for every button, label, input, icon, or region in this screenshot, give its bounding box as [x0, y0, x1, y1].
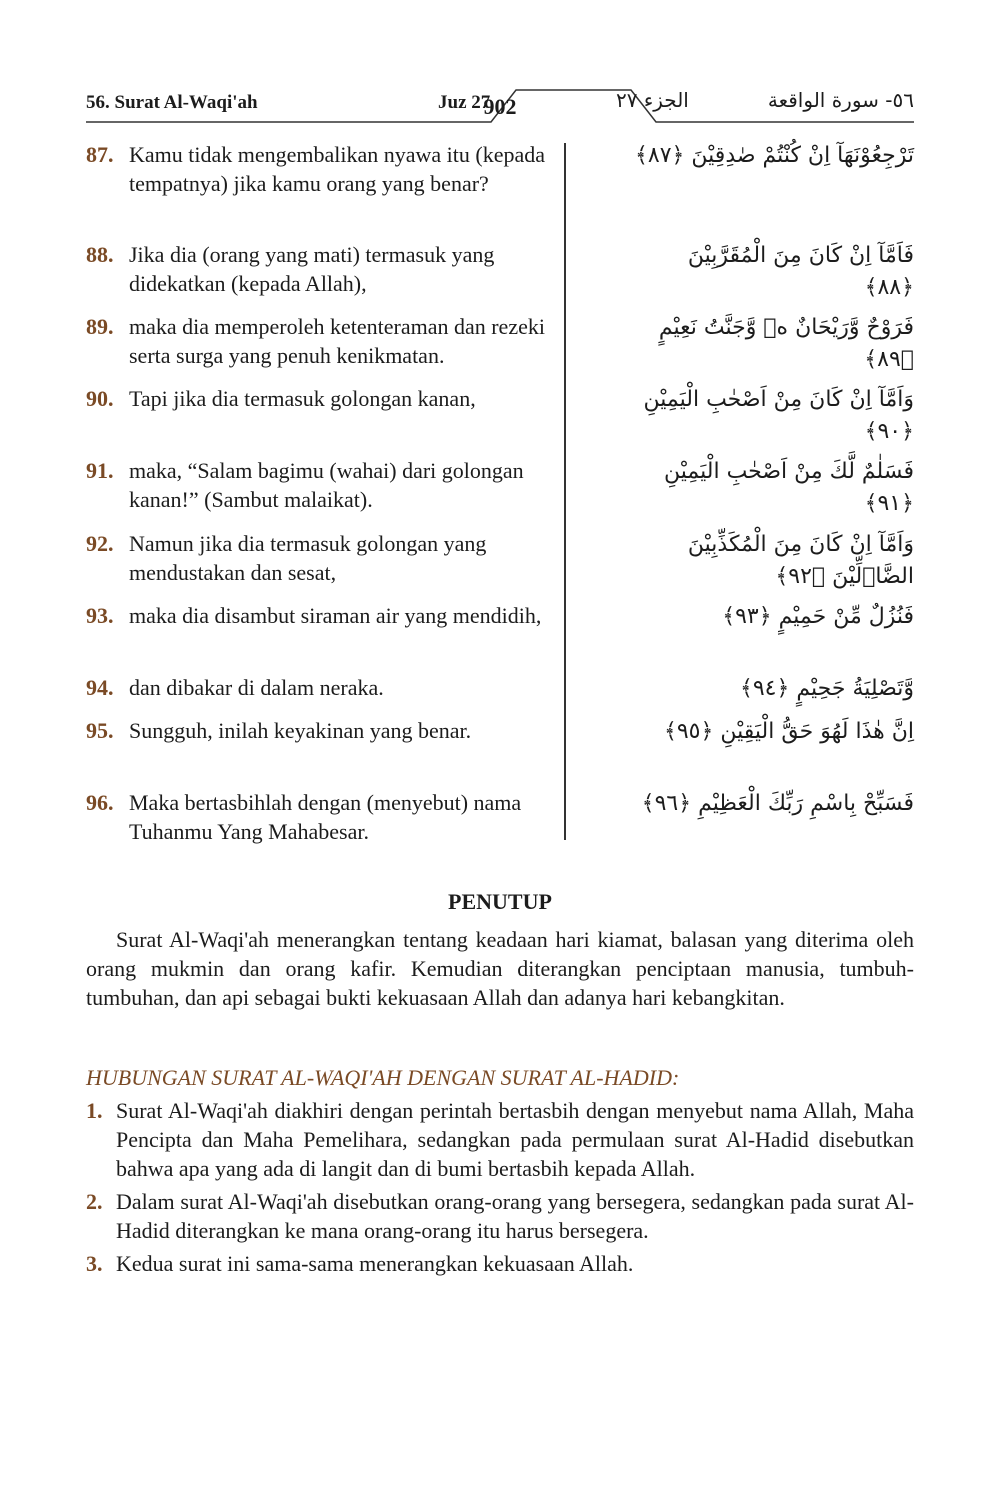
verse-translation: maka dia memperoleh ketenteraman dan rezeki serta surga yang penuh kenikmatan. [129, 314, 545, 368]
verse-translation: Namun jika dia termasuk golongan yang mendustakan dan sesat, [129, 531, 487, 585]
list-item-text: Surat Al-Waqi'ah diakhiri dengan perintah bertasbih dengan menyebut nama Allah, Maha Pencipta dan Maha Pemelihara, sedangkan pada permulaan surat Al-Hadid disebutkan bahwa apa yang ada di langit dan di bumi bertasbih kepada Allah. [116, 1098, 914, 1181]
list-item [86, 1096, 914, 1183]
verse-number: 95. [86, 718, 114, 743]
verse-translation: Jika dia (orang yang mati) termasuk yang didekatkan (kepada Allah), [129, 242, 495, 296]
verse-arabic: تَرْجِعُوْنَهَآ اِنْ كُنْتُمْ صٰدِقِيْنَ ﴿٨٧﴾ [635, 143, 914, 168]
verse-arabic: اِنَّ هٰذَا لَهُوَ حَقُّ الْيَقِيْنِ ﴿٩٥﴾ [663, 719, 914, 744]
verse-arabic: وَاَمَّآ اِنْ كَانَ مِنَ الْمُكَذِّبِيْنَ الضَّاۤلِّيْنَ ﴿٩٢﴾ [687, 532, 914, 589]
verse-arabic: وَّتَصْلِيَةُ جَحِيْمٍ ﴿٩٤﴾ [739, 676, 914, 701]
verse-arabic: فَنُزُلٌ مِّنْ حَمِيْمٍ ﴿٩٣﴾ [722, 604, 914, 629]
arabic-juz-label: الجزء ٢٧ [616, 88, 689, 112]
verse-number: 93. [86, 603, 114, 628]
verse-arabic: فَسَلٰمٌ لَّكَ مِنْ اَصْحٰبِ الْيَمِيْنِ ﴿٩١﴾ [664, 459, 914, 516]
page-number: 902 [483, 94, 517, 119]
hubungan-list [86, 1096, 914, 1282]
hubungan-heading: HUBUNGAN SURAT AL-WAQI'AH DENGAN SURAT AL-HADID: [86, 1065, 680, 1090]
verse-arabic: وَاَمَّآ اِنْ كَانَ مِنْ اَصْحٰبِ الْيَمِيْنِ ﴿٩٠﴾ [643, 387, 914, 444]
list-item-number: 1. [86, 1098, 103, 1123]
verse-arabic: فَسَبِّحْ بِاسْمِ رَبِّكَ الْعَظِيْمِ ﴿٩٦﴾ [641, 791, 914, 816]
list-item [86, 1187, 914, 1245]
juz-label: Juz 27 [438, 92, 491, 113]
surah-title: 56. Surat Al-Waqi'ah [86, 92, 258, 113]
list-item-number: 3. [86, 1251, 103, 1276]
verse-number: 91. [86, 458, 114, 483]
list-item-text: Dalam surat Al-Waqi'ah disebutkan orang-orang yang bersegera, sedangkan pada surat Al-Hadid diterangkan ke mana orang-orang itu harus bersegera. [116, 1189, 914, 1243]
verse-translation: maka dia disambut siraman air yang mendidih, [129, 603, 542, 628]
penutup-paragraph: Surat Al-Waqi'ah menerangkan tentang keadaan hari kiamat, balasan yang diterima oleh orang mukmin dan orang kafir. Kemudian diterangkan penciptaan manusia, tumbuh-tumbuhan, dan api sebagai bukti kekuasaan Allah dan adanya hari kebangkitan. [86, 927, 914, 1010]
column-divider [564, 143, 566, 840]
list-item-number: 2. [86, 1189, 103, 1214]
verse-arabic: فَاَمَّآ اِنْ كَانَ مِنَ الْمُقَرَّبِيْنَ ﴿٨٨﴾ [687, 243, 914, 300]
verse-number: 94. [86, 675, 114, 700]
verse-translation: Tapi jika dia termasuk golongan kanan, [129, 386, 476, 411]
verse-number: 92. [86, 531, 114, 556]
arabic-surah-title: ٥٦- سورة الواقعة [767, 88, 914, 112]
verse-translation: Kamu tidak mengembalikan nyawa itu (kepada tempatnya) jika kamu orang yang benar? [129, 142, 546, 196]
verse-translation: maka, “Salam bagimu (wahai) dari golongan kanan!” (Sambut malaikat). [129, 458, 524, 512]
verse-translation: Sungguh, inilah keyakinan yang benar. [129, 718, 472, 743]
verse-number: 87. [86, 142, 114, 167]
verse-translation: Maka bertasbihlah dengan (menyebut) nama Tuhanmu Yang Mahabesar. [129, 790, 522, 844]
list-item-text: Kedua surat ini sama-sama menerangkan kekuasaan Allah. [116, 1251, 634, 1276]
list-item [86, 1249, 914, 1278]
verse-arabic: فَرَوْحٌ وَّرَيْحَانٌ ەۙ وَّجَنَّتُ نَعِيْمٍ ﴿٨٩﴾ [658, 315, 914, 372]
penutup-heading: PENUTUP [448, 889, 552, 914]
page-header [86, 84, 914, 124]
verse-number: 90. [86, 386, 114, 411]
verse-number: 89. [86, 314, 114, 339]
verse-number: 96. [86, 790, 114, 815]
verse-number: 88. [86, 242, 114, 267]
verse-translation: dan dibakar di dalam neraka. [129, 675, 384, 700]
